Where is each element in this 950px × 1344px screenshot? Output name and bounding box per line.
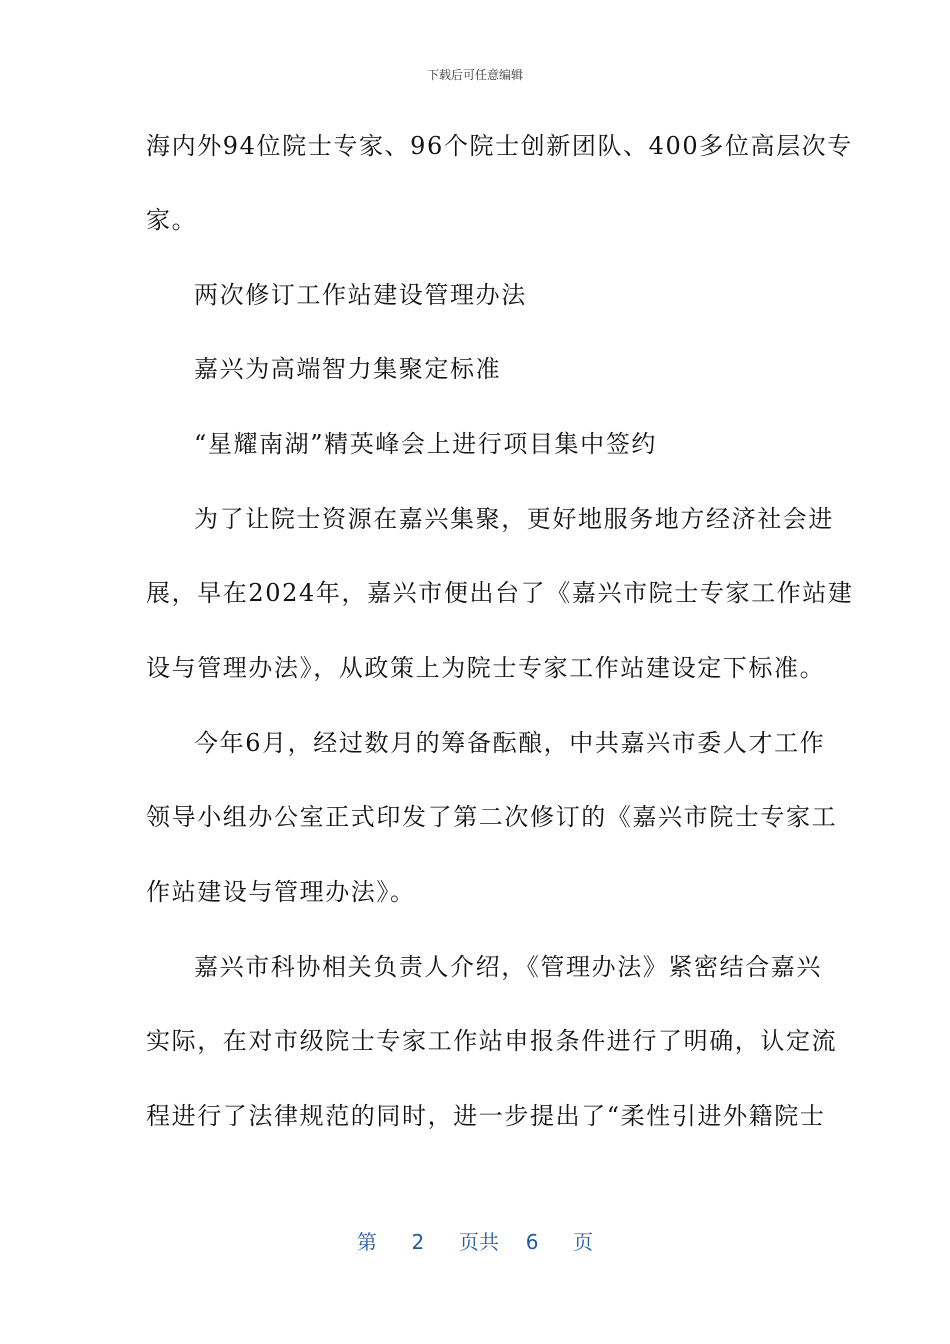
paragraph-line: 设与管理办法》，从政策上为院士专家工作站建设定下标准。: [146, 654, 826, 682]
page-label-middle: 页共: [459, 1230, 499, 1254]
paragraph-line: 今年6月，经过数月的筹备酝酿，中共嘉兴市委人才工作: [194, 729, 826, 757]
paragraph-line: 为了让院士资源在嘉兴集聚，更好地服务地方经济社会进: [194, 505, 834, 533]
paragraph-line: 作站建设与管理办法》。: [146, 878, 416, 906]
section-heading: “星耀南湖”精英峰会上进行项目集中签约: [194, 430, 657, 458]
paragraph-line: 嘉兴市科协相关负责人介绍，《管理办法》紧密结合嘉兴: [194, 953, 822, 981]
paragraph-line: 实际，在对市级院士专家工作站申报条件进行了明确，认定流: [146, 1027, 838, 1055]
paragraph-line: 程进行了法律规范的同时，进一步提出了“柔性引进外籍院士: [146, 1102, 826, 1130]
current-page-number: 2: [411, 1230, 425, 1254]
page-label-suffix: 页: [573, 1230, 594, 1254]
header-note: 下载后可任意编辑: [426, 68, 523, 82]
page-footer: [0, 1226, 950, 1255]
total-pages-number: 6: [525, 1230, 539, 1254]
text-line: 家。: [146, 206, 198, 234]
section-heading: 两次修订工作站建设管理办法: [194, 281, 527, 309]
page-label-prefix: 第: [356, 1230, 377, 1254]
paragraph-line: 展，早在2024年，嘉兴市便出台了《嘉兴市院士专家工作站建: [146, 579, 854, 607]
text-line: 海内外94位院士专家、96个院士创新团队、400多位高层次专: [146, 132, 853, 160]
section-heading: 嘉兴为高端智力集聚定标准: [194, 355, 502, 383]
paragraph-line: 领导小组办公室正式印发了第二次修订的《嘉兴市院士专家工: [146, 803, 838, 831]
